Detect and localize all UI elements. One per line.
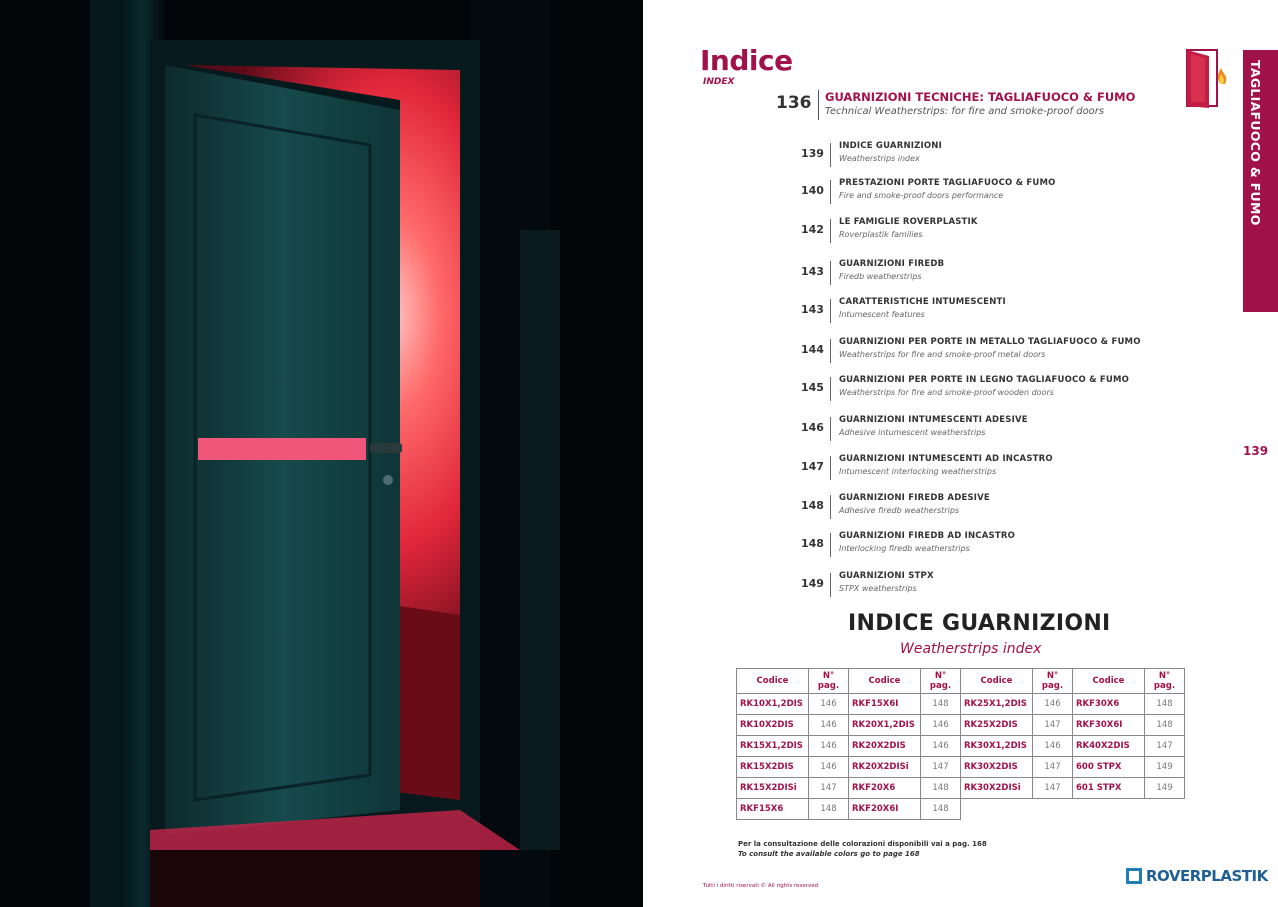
toc-title: GUARNIZIONI PER PORTE IN LEGNO TAGLIAFUOCO & FUMO — [839, 375, 1130, 385]
logo-text: ROVERPLASTIK — [1146, 867, 1268, 885]
toc-title: GUARNIZIONI PER PORTE IN METALLO TAGLIAFUOCO & FUMO — [839, 337, 1141, 347]
toc-title: INDICE GUARNIZIONI — [839, 141, 942, 151]
product-code: RK20X1,2DIS — [849, 715, 921, 736]
page-title: Indice — [700, 44, 793, 77]
divider — [818, 90, 819, 120]
toc-page-number: 147 — [801, 460, 824, 473]
fire-door-icon — [1183, 48, 1231, 110]
toc-title: GUARNIZIONI FIREDB ADESIVE — [839, 493, 990, 503]
product-code: RK20X2DISi — [849, 757, 921, 778]
product-code: RKF20X6I — [849, 799, 921, 820]
toc-subtitle: Adhesive intumescent weatherstrips — [839, 428, 986, 437]
toc-subtitle: Adhesive firedb weatherstrips — [839, 506, 960, 515]
product-code: RK30X2DISi — [961, 778, 1033, 799]
page-ref: 148 — [1145, 694, 1185, 715]
page-ref: 146 — [921, 715, 961, 736]
page-ref: 146 — [809, 736, 849, 757]
divider — [830, 417, 831, 441]
product-code: RKF20X6 — [849, 778, 921, 799]
product-code: RK20X2DIS — [849, 736, 921, 757]
column-header: Codice — [1073, 669, 1145, 694]
divider — [830, 377, 831, 401]
main-section-subtitle: Technical Weatherstrips: for fire and smoke-proof doors — [825, 106, 1105, 117]
divider — [830, 143, 831, 167]
toc-subtitle: Firedb weatherstrips — [839, 272, 922, 281]
page-ref: 147 — [1033, 715, 1073, 736]
toc-title: CARATTERISTICHE INTUMESCENTI — [839, 297, 1006, 307]
divider — [830, 299, 831, 323]
empty-cell — [1073, 799, 1145, 820]
page-ref: 148 — [1145, 715, 1185, 736]
product-code: RKF30X6I — [1073, 715, 1145, 736]
toc-title: GUARNIZIONI FIREDB AD INCASTRO — [839, 531, 1015, 541]
page-ref: 146 — [921, 736, 961, 757]
product-code: RK25X2DIS — [961, 715, 1033, 736]
product-code: RK25X1,2DIS — [961, 694, 1033, 715]
product-code: RKF30X6 — [1073, 694, 1145, 715]
page-ref: 147 — [921, 757, 961, 778]
toc-subtitle: Roverplastik families — [839, 230, 923, 239]
weatherstrips-table — [736, 668, 1185, 820]
product-code: RKF15X6 — [737, 799, 809, 820]
colors-note-en: To consult the available colors go to page 168 — [738, 850, 920, 858]
page-number: 139 — [1243, 444, 1269, 458]
column-header: Codice — [961, 669, 1033, 694]
rights-notice: Tutti i diritti riservati © All rights reserved — [703, 883, 819, 889]
page-ref: 148 — [921, 799, 961, 820]
page-ref: 147 — [809, 778, 849, 799]
table-header-row — [737, 669, 1185, 694]
product-code: 600 STPX — [1073, 757, 1145, 778]
table-row — [737, 694, 1185, 715]
empty-cell — [1033, 799, 1073, 820]
side-tab-label: TAGLIAFUOCO & FUMO — [1248, 60, 1263, 226]
toc-subtitle: Weatherstrips for fire and smoke-proof metal doors — [839, 350, 1046, 359]
main-section-number: 136 — [776, 93, 812, 113]
toc-subtitle: Intumescent features — [839, 310, 925, 319]
toc-page-number: 139 — [801, 147, 824, 160]
toc-subtitle: Intumescent interlocking weatherstrips — [839, 467, 997, 476]
table-row — [737, 757, 1185, 778]
toc-title: GUARNIZIONI INTUMESCENTI AD INCASTRO — [839, 454, 1053, 464]
toc-page-number: 149 — [801, 577, 824, 590]
divider — [830, 180, 831, 204]
page-ref: 149 — [1145, 778, 1185, 799]
page-ref: 148 — [921, 778, 961, 799]
toc-subtitle: Weatherstrips index — [839, 154, 920, 163]
product-code: RK15X2DIS — [737, 757, 809, 778]
page-ref: 146 — [809, 694, 849, 715]
table-row — [737, 799, 1185, 820]
product-code: RK15X1,2DIS — [737, 736, 809, 757]
page-ref: 147 — [1033, 757, 1073, 778]
toc-title: PRESTAZIONI PORTE TAGLIAFUOCO & FUMO — [839, 178, 1056, 188]
page-ref: 147 — [1033, 778, 1073, 799]
page-ref: 147 — [1145, 736, 1185, 757]
column-header: N° pag. — [921, 669, 961, 694]
toc-subtitle: STPX weatherstrips — [839, 584, 917, 593]
divider — [830, 261, 831, 285]
colors-note-it: Per la consultazione delle colorazioni disponibili vai a pag. 168 — [738, 840, 987, 848]
column-header: Codice — [849, 669, 921, 694]
main-section-title: GUARNIZIONI TECNICHE: TAGLIAFUOCO & FUMO — [825, 90, 1136, 104]
product-code: RK15X2DISi — [737, 778, 809, 799]
toc-page-number: 148 — [801, 537, 824, 550]
roverplastik-logo-icon — [1126, 868, 1142, 884]
index-page — [643, 0, 1278, 907]
toc-subtitle: Fire and smoke-proof doors performance — [839, 191, 1004, 200]
page-subtitle: INDEX — [703, 77, 735, 87]
page-ref: 146 — [809, 715, 849, 736]
product-code: 601 STPX — [1073, 778, 1145, 799]
product-code: RK10X1,2DIS — [737, 694, 809, 715]
divider — [830, 533, 831, 557]
page-ref: 149 — [1145, 757, 1185, 778]
divider — [830, 456, 831, 480]
empty-cell — [1145, 799, 1185, 820]
column-header: N° pag. — [1145, 669, 1185, 694]
toc-page-number: 148 — [801, 499, 824, 512]
toc-title: GUARNIZIONI STPX — [839, 571, 934, 581]
column-header: Codice — [737, 669, 809, 694]
divider — [830, 219, 831, 243]
toc-title: LE FAMIGLIE ROVERPLASTIK — [839, 217, 978, 227]
column-header: N° pag. — [809, 669, 849, 694]
product-code: RKF15X6I — [849, 694, 921, 715]
toc-subtitle: Interlocking firedb weatherstrips — [839, 544, 970, 553]
divider — [830, 573, 831, 597]
toc-page-number: 143 — [801, 265, 824, 278]
product-code: RK40X2DIS — [1073, 736, 1145, 757]
toc-page-number: 144 — [801, 343, 824, 356]
table-row — [737, 715, 1185, 736]
page-ref: 146 — [809, 757, 849, 778]
toc-title: GUARNIZIONI FIREDB — [839, 259, 945, 269]
section-subtitle: Weatherstrips index — [900, 641, 1042, 657]
toc-title: GUARNIZIONI INTUMESCENTI ADESIVE — [839, 415, 1028, 425]
toc-page-number: 140 — [801, 184, 824, 197]
table-row — [737, 778, 1185, 799]
product-code: RK10X2DIS — [737, 715, 809, 736]
divider — [830, 495, 831, 519]
toc-subtitle: Weatherstrips for fire and smoke-proof wooden doors — [839, 388, 1054, 397]
toc-page-number: 142 — [801, 223, 824, 236]
empty-cell — [961, 799, 1033, 820]
page-ref: 146 — [1033, 694, 1073, 715]
toc-page-number: 145 — [801, 381, 824, 394]
table-row — [737, 736, 1185, 757]
product-code: RK30X1,2DIS — [961, 736, 1033, 757]
toc-page-number: 143 — [801, 303, 824, 316]
page-ref: 148 — [809, 799, 849, 820]
toc-page-number: 146 — [801, 421, 824, 434]
product-code: RK30X2DIS — [961, 757, 1033, 778]
page-ref: 146 — [1033, 736, 1073, 757]
column-header: N° pag. — [1033, 669, 1073, 694]
divider — [830, 339, 831, 363]
page-ref: 148 — [921, 694, 961, 715]
section-title: INDICE GUARNIZIONI — [848, 611, 1111, 636]
